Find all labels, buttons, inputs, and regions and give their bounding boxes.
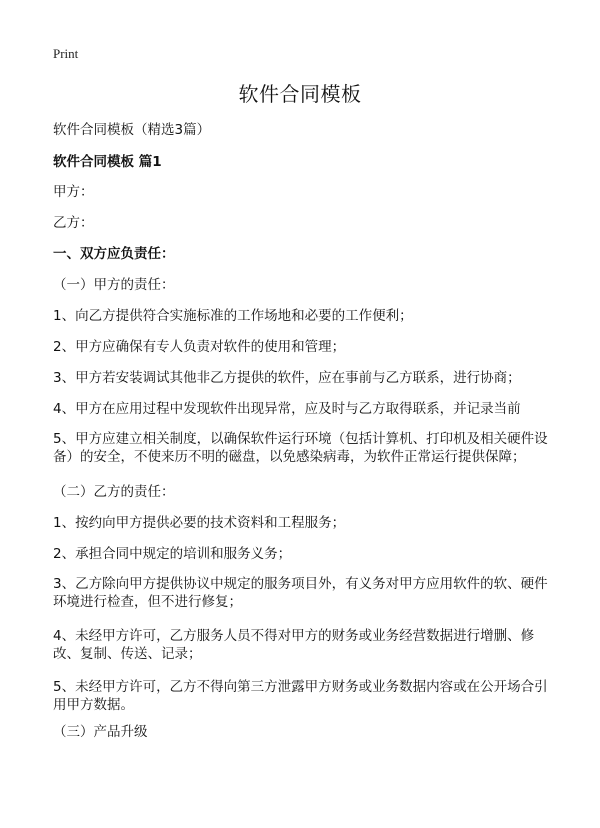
party-a-item-2: 2、甲方应确保有专人负责对软件的使用和管理；: [53, 339, 346, 355]
party-a-item-1: 1、向乙方提供符合实施标准的工作场地和必要的工作便利；: [53, 308, 413, 324]
party-b-item-1: 1、按约向甲方提供必要的技术资料和工程服务；: [53, 515, 346, 531]
document-title: 软件合同模板: [238, 82, 362, 106]
party-a-item-5: 5、甲方应建立相关制度，以确保软件运行环境（包括计算机、打印机及相关硬件设备）的安全，不使来历不明的磁盘，以免感染病毒，为软件正常运行提供保障；: [53, 431, 548, 465]
section-heading: 软件合同模板 篇1: [53, 154, 162, 170]
party-a-label: 甲方：: [53, 184, 94, 200]
party-b-label: 乙方：: [53, 215, 94, 231]
party-a-responsibility-heading: （一）甲方的责任：: [53, 277, 175, 293]
party-b-item-4: 4、未经甲方许可，乙方服务人员不得对甲方的财务或业务经营数据进行增删、修改、复制、传送、记录；: [53, 628, 535, 662]
part-one-heading: 一、双方应负责任：: [53, 246, 175, 262]
product-upgrade-heading: （三）产品升级: [53, 724, 148, 740]
print-link[interactable]: Print: [53, 46, 79, 61]
party-b-item-2: 2、承担合同中规定的培训和服务义务；: [53, 546, 292, 562]
party-b-item-3: 3、乙方除向甲方提供协议中规定的服务项目外，有义务对甲方应用软件的软、硬件环境进行检查，但不进行修复；: [53, 576, 548, 610]
party-a-item-3: 3、甲方若安装调试其他非乙方提供的软件，应在事前与乙方联系，进行协商；: [53, 370, 521, 386]
party-b-item-5: 5、未经甲方许可，乙方不得向第三方泄露甲方财务或业务数据内容或在公开场合引用甲方数据。: [53, 679, 548, 713]
party-b-responsibility-heading: （二）乙方的责任：: [53, 484, 175, 500]
party-a-item-4: 4、甲方在应用过程中发现软件出现异常，应及时与乙方取得联系，并记录当前: [53, 401, 521, 417]
document-subtitle: 软件合同模板（精选3篇）: [53, 122, 211, 138]
